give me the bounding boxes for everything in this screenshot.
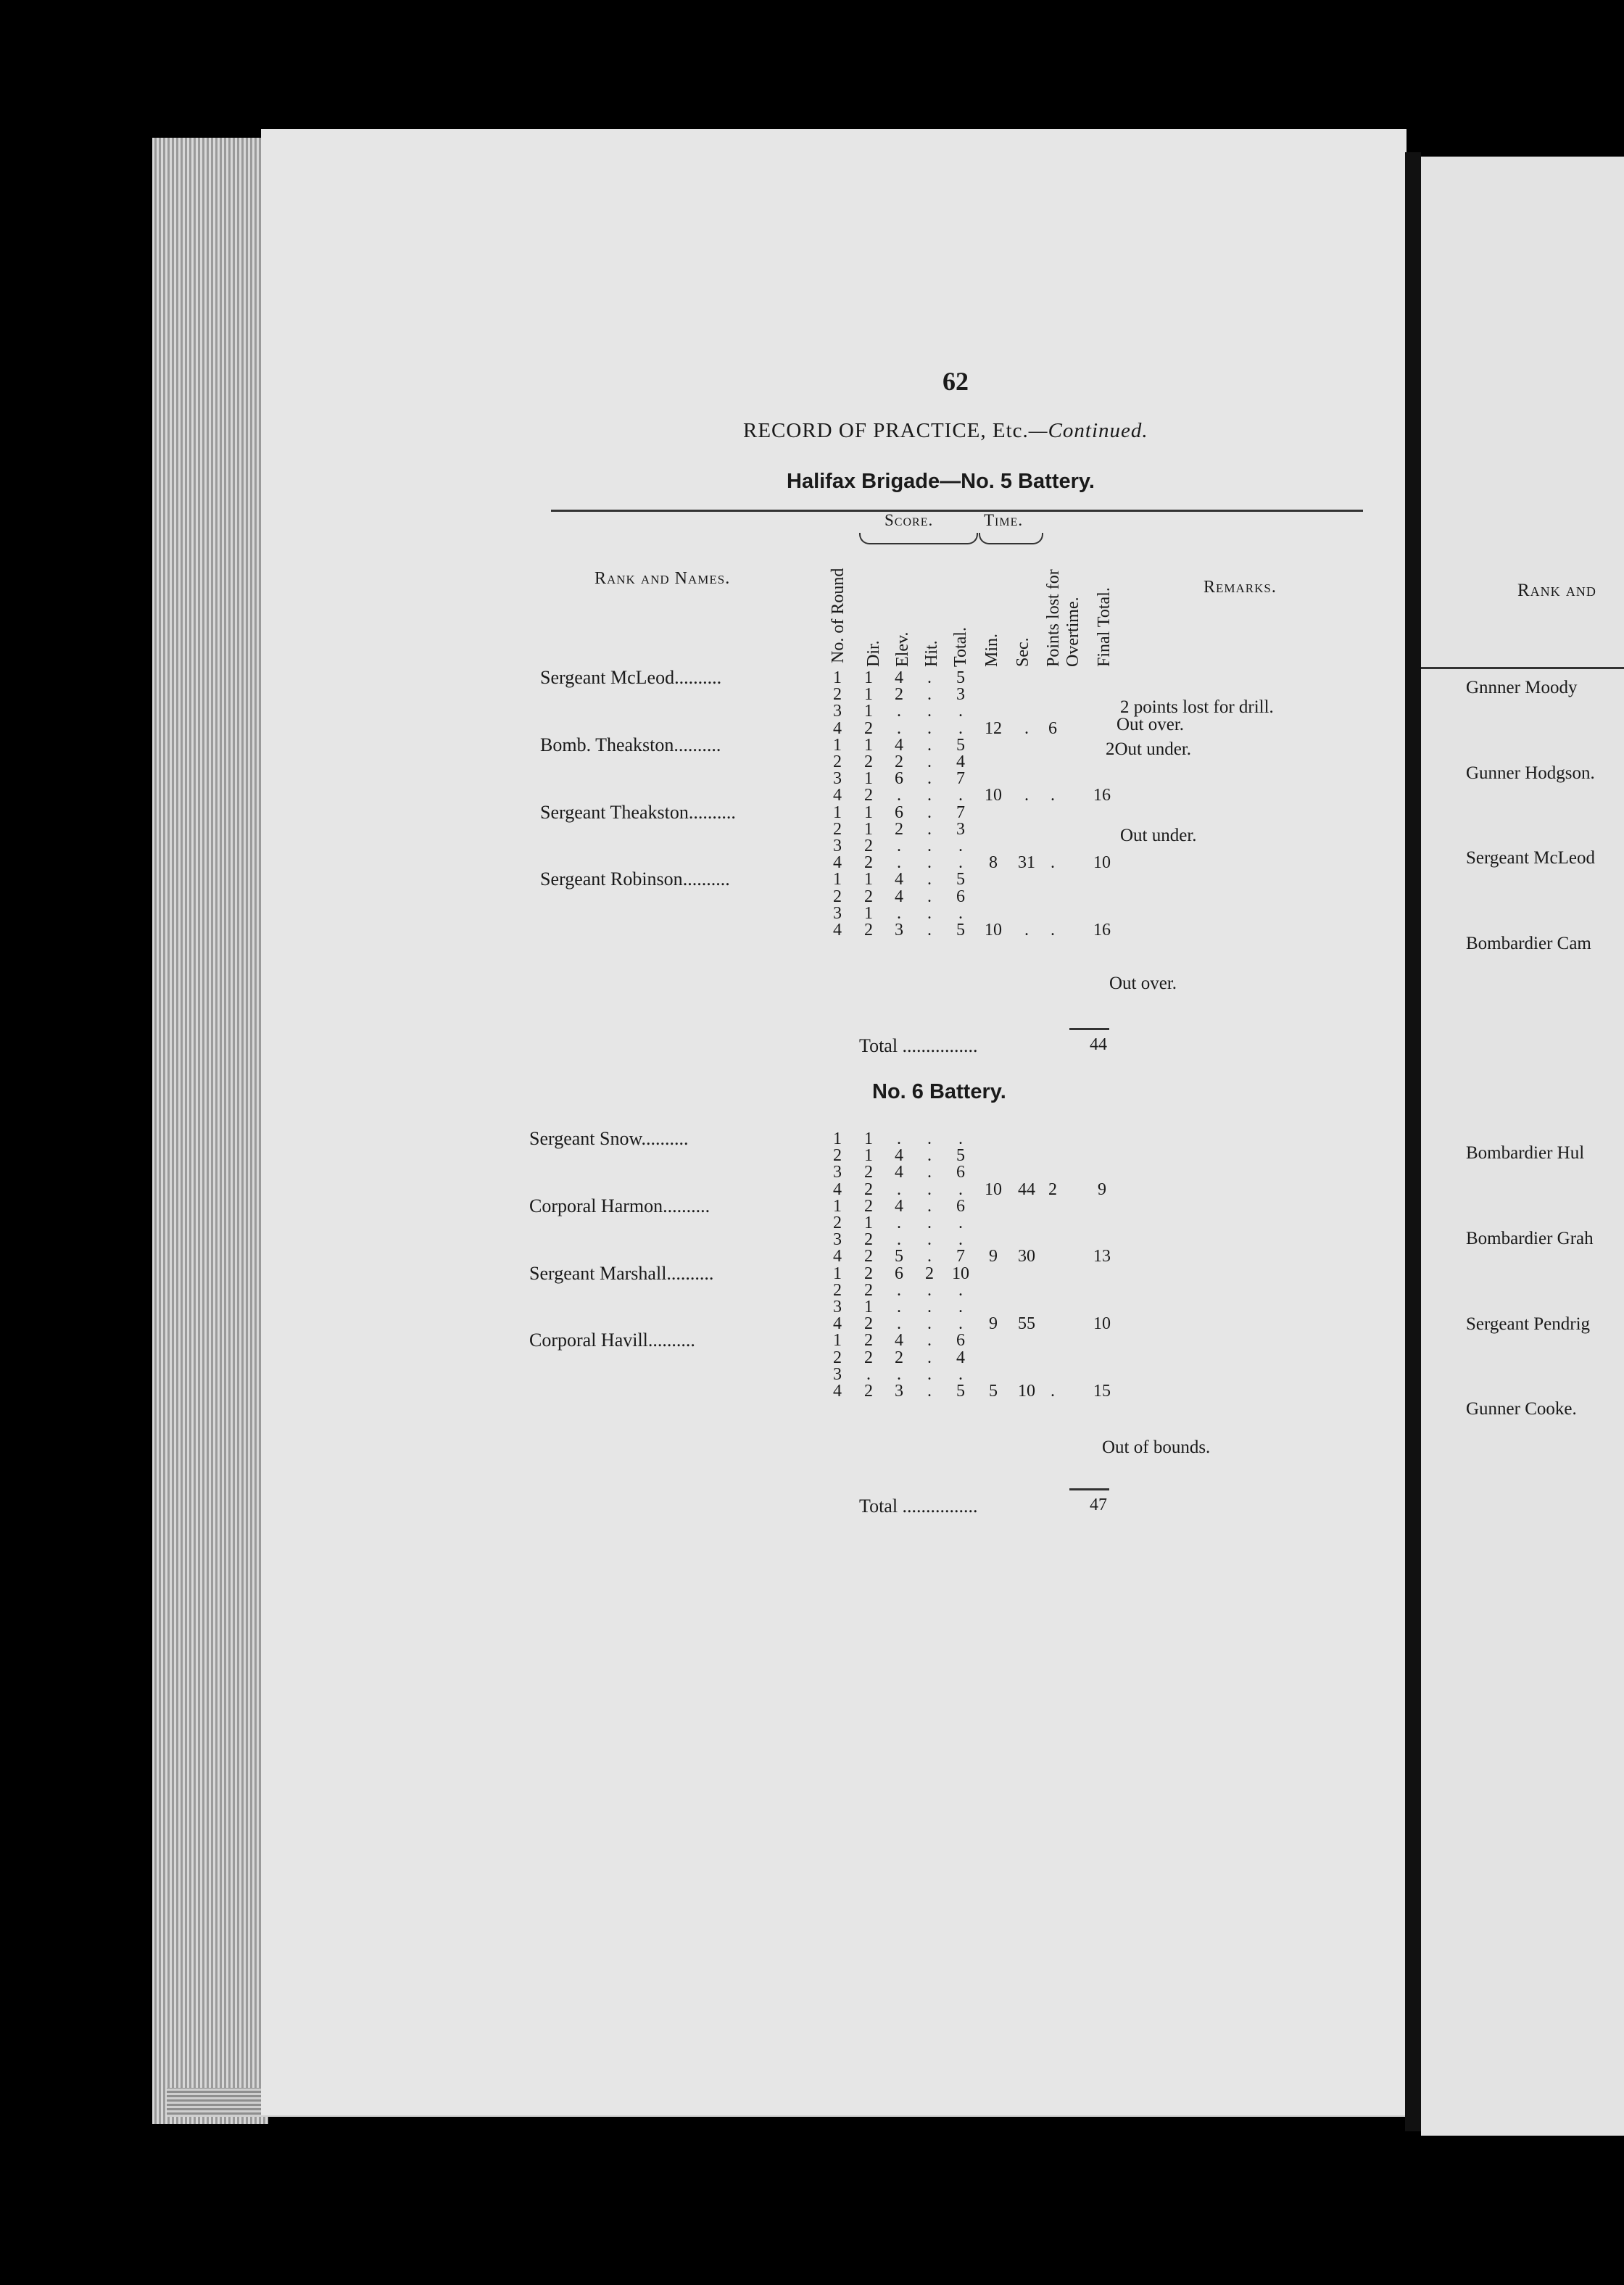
cell-round: 2 [833,819,842,839]
right-page-name: Gunner Cooke. [1466,1399,1577,1419]
cell-overtime: . [1051,786,1055,805]
cell-total: . [958,1129,963,1148]
cell-hit: . [927,870,932,889]
cell-total: 3 [956,819,965,839]
cell-total: 5 [956,1382,965,1401]
cell-hit: 2 [925,1264,934,1283]
cell-sec: 55 [1018,1314,1035,1334]
cell-total: 5 [956,870,965,889]
leader-dots: .......... [674,734,721,755]
cell-dir: 2 [864,752,873,771]
cell-hit: . [927,769,932,789]
leader-dots: .......... [682,868,730,890]
soldier-name-text: Sergeant Theakston [540,801,689,823]
cell-elev: 6 [895,769,903,789]
cell-dir: 2 [864,1196,873,1216]
cell-elev: . [897,853,901,873]
cell-dir: 2 [864,1314,873,1334]
cell-round: 1 [833,1196,842,1216]
cell-min: 9 [989,1247,998,1266]
cell-round: 4 [833,718,842,738]
header-points-lost-1: Points lost for [1044,569,1063,667]
cell-sec: 30 [1018,1247,1035,1266]
cell-final: 10 [1093,1314,1111,1334]
cell-elev: 4 [895,1196,903,1216]
cell-total: 6 [956,1196,965,1216]
soldier-name [529,1195,710,1217]
header-final-total: Final Total. [1095,587,1114,667]
cell-final: 9 [1098,1179,1106,1199]
soldier-name-text: Sergeant Robinson [540,868,683,890]
cell-final: 16 [1093,786,1111,805]
soldier-name-text: Corporal Havill [529,1330,648,1351]
cell-round: 3 [833,769,842,789]
cell-elev: . [897,1230,901,1250]
cell-round: 4 [833,1382,842,1401]
cell-hit: . [927,1230,932,1250]
time-brace [979,533,1043,544]
cell-round: 1 [833,1331,842,1351]
header-dir: Dir. [864,640,883,667]
cell-total: 5 [956,668,965,687]
cell-min: 8 [989,853,998,873]
cell-elev: 4 [895,870,903,889]
cell-dir: 1 [864,803,873,822]
cell-elev: 4 [895,887,903,906]
cell-sec: 10 [1018,1382,1035,1401]
right-page-name: Sergeant McLeod [1466,848,1595,868]
cell-elev: 6 [895,803,903,822]
cell-total: 6 [956,1331,965,1351]
section-title-battery-5: Halifax Brigade—No. 5 Battery. [787,470,1095,493]
cell-total: 7 [956,1247,965,1266]
cell-dir: 1 [864,819,873,839]
cell-dir: 1 [864,1146,873,1166]
cell-hit: . [927,921,932,940]
cell-dir: 2 [864,786,873,805]
cell-elev: 4 [895,735,903,755]
cell-dir: 2 [864,887,873,906]
cell-hit: . [927,685,932,705]
cell-hit: . [927,853,932,873]
cell-round: 4 [833,853,842,873]
cell-total: 6 [956,1163,965,1182]
cell-sec: 31 [1018,853,1035,873]
cell-elev: . [897,1129,901,1148]
leader-dots: .......... [663,1195,710,1216]
right-page-header: Rank and [1517,581,1596,600]
cell-round: 2 [833,685,842,705]
cell-total: . [958,1179,963,1199]
cell-dir: 1 [864,702,873,721]
cell-dir: 1 [864,903,873,923]
page-title [743,419,1148,443]
cell-dir: 2 [864,853,873,873]
soldier-name-text: Sergeant Marshall [529,1262,667,1284]
cell-elev: 4 [895,1331,903,1351]
soldier-name [529,1263,713,1285]
cell-hit: . [927,887,932,906]
cell-elev: 4 [895,1163,903,1182]
right-page-name: Sergeant Pendrig [1466,1314,1591,1334]
cell-dir: 2 [864,1348,873,1367]
cell-elev: 5 [895,1247,903,1266]
header-total: Total. [951,627,970,667]
cell-round: 2 [833,1280,842,1300]
soldier-name-text: Sergeant McLeod [540,667,675,688]
cell-round: 3 [833,903,842,923]
cell-dir: 2 [864,1331,873,1351]
cell-total: 5 [956,1146,965,1166]
cell-hit: . [927,1214,932,1232]
cell-elev: 2 [895,1348,903,1367]
cell-elev: 6 [895,1264,903,1283]
cell-elev: . [897,1214,901,1232]
cell-elev: . [897,786,901,805]
cell-dir: 1 [864,870,873,889]
soldier-name [540,734,721,756]
cell-round: 3 [833,1298,842,1316]
cell-dir: 2 [864,921,873,940]
cell-round: 4 [833,1179,842,1199]
cell-hit: . [927,1314,932,1334]
cell-total: . [958,837,963,855]
cell-hit: . [927,718,932,738]
score-brace [859,533,978,544]
right-page-name: Gunner Hodgson. [1466,763,1595,783]
total-label: Total ................ [859,1035,978,1056]
cell-hit: . [927,903,932,923]
cell-round: 1 [833,735,842,755]
cell-elev: . [897,702,901,721]
cell-min: 5 [989,1382,998,1401]
remark-text: 2 points lost for drill. [1120,697,1274,717]
cell-overtime: 2 [1048,1179,1057,1199]
cell-hit: . [927,819,932,839]
cell-min: 10 [985,1179,1002,1199]
cell-total: 4 [956,1348,965,1367]
cell-elev: . [897,1280,901,1300]
soldier-name-text: Corporal Harmon [529,1195,663,1216]
soldier-name-text: Bomb. Theakston [540,734,674,755]
header-rank-and-names: Rank and Names. [594,569,731,588]
remark-text: Out of bounds. [1102,1438,1211,1457]
cell-round: 3 [833,837,842,855]
cell-final: 13 [1093,1247,1111,1266]
cell-elev: . [897,718,901,738]
total-rule [1069,1488,1109,1490]
soldier-name [529,1128,689,1150]
cell-total: 10 [952,1264,969,1283]
cell-elev: 2 [895,819,903,839]
soldier-name [529,1330,695,1351]
cell-dir: 1 [864,735,873,755]
soldier-name [540,667,721,689]
cell-total: 4 [956,752,965,771]
cell-hit: . [927,1348,932,1367]
cell-total: 7 [956,803,965,822]
leader-dots: .......... [647,1330,695,1351]
cell-hit: . [927,786,932,805]
book-gutter [1405,152,1421,2131]
cell-dir: 2 [864,1230,873,1250]
cell-elev: 2 [895,752,903,771]
cell-hit: . [927,735,932,755]
header-points-lost-2: Overtime. [1064,597,1082,667]
cell-elev: 4 [895,1146,903,1166]
cell-total: . [958,786,963,805]
cell-total: . [958,853,963,873]
cell-round: 1 [833,870,842,889]
cell-overtime: . [1051,921,1055,940]
total-value: 44 [1090,1035,1107,1054]
cell-elev: . [897,837,901,855]
cell-min: 9 [989,1314,998,1334]
cell-hit: . [927,1382,932,1401]
cell-total: 3 [956,685,965,705]
cell-hit: . [927,1129,932,1148]
title-text: RECORD OF PRACTICE, Etc. [743,419,1029,442]
cell-elev: . [897,1314,901,1334]
cell-hit: . [927,1331,932,1351]
cell-elev: 3 [895,921,903,940]
cell-hit: . [927,752,932,771]
cell-sec: 44 [1018,1179,1035,1199]
cell-sec: . [1024,786,1029,805]
header-min: Min. [982,633,1001,667]
soldier-name [540,868,730,890]
cell-hit: . [927,1196,932,1216]
cell-total: . [958,718,963,738]
cell-sec: . [1024,921,1029,940]
cell-hit: . [927,668,932,687]
cell-dir: 1 [864,668,873,687]
cell-total: . [958,1314,963,1334]
cell-dir: 2 [864,1163,873,1182]
cell-dir: 2 [864,1247,873,1266]
cell-round: 1 [833,668,842,687]
total-value: 47 [1090,1496,1107,1514]
right-page-name: Bombardier Cam [1466,934,1591,953]
cell-round: 2 [833,1348,842,1367]
cell-total: . [958,1364,963,1384]
cell-dir: 2 [864,1264,873,1283]
cell-round: 1 [833,1129,842,1148]
cell-dir: 1 [864,685,873,705]
cell-final: 15 [1093,1382,1111,1401]
cell-total: 5 [956,921,965,940]
cell-round: 1 [833,1264,842,1283]
cell-elev: 3 [895,1382,903,1401]
cell-round: 3 [833,1230,842,1250]
remark-text: Out over. [1116,715,1185,734]
header-rule [551,510,1363,512]
cell-final: 10 [1093,853,1111,873]
remark-text: Out under. [1120,826,1197,845]
soldier-name [540,802,736,824]
cell-overtime: . [1051,853,1055,873]
cell-round: 2 [833,1214,842,1232]
cell-total: . [958,1280,963,1300]
cell-dir: 2 [864,718,873,738]
cell-round: 4 [833,1314,842,1334]
total-label: Total ................ [859,1496,978,1517]
right-page-rule [1421,667,1624,669]
cell-elev: 2 [895,685,903,705]
title-continued: —Continued. [1028,419,1148,442]
header-time: Time. [984,511,1024,529]
cell-min: 10 [985,786,1002,805]
cell-min: 12 [985,718,1002,738]
right-page [1421,157,1624,2136]
cell-round: 3 [833,702,842,721]
cell-total: 7 [956,769,965,789]
cell-round: 3 [833,1163,842,1182]
cell-hit: . [927,803,932,822]
cell-round: 4 [833,786,842,805]
cell-hit: . [927,1146,932,1166]
cell-elev: . [897,1364,901,1384]
cell-min: 10 [985,921,1002,940]
section-title-battery-6: No. 6 Battery. [872,1080,1006,1103]
cell-total: . [958,1298,963,1316]
header-sec: Sec. [1014,637,1032,667]
leader-dots: .......... [688,801,736,823]
page-number: 62 [942,367,969,396]
cell-hit: . [927,837,932,855]
cell-hit: . [927,1364,932,1384]
remark-text: 2Out under. [1106,739,1192,759]
right-page-name: Gnnner Moody [1466,678,1578,697]
cell-total: . [958,1230,963,1250]
cell-round: 4 [833,1247,842,1266]
header-elev: Elev. [893,631,912,667]
total-rule [1069,1028,1109,1030]
cell-total: . [958,702,963,721]
cell-hit: . [927,1179,932,1199]
cell-round: 2 [833,1146,842,1166]
cell-hit: . [927,1163,932,1182]
cell-hit: . [927,1298,932,1316]
cell-round: 3 [833,1364,842,1384]
cell-dir: 1 [864,1214,873,1232]
leader-dots: .......... [674,667,722,688]
header-hit: Hit. [922,640,941,667]
cell-elev: . [897,1298,901,1316]
cell-round: 1 [833,803,842,822]
cell-dir: 1 [864,769,873,789]
leader-dots: .......... [641,1128,689,1149]
cell-total: 6 [956,887,965,906]
cell-round: 2 [833,887,842,906]
cell-elev: 4 [895,668,903,687]
cell-elev: . [897,1179,901,1199]
cell-dir: 1 [864,1129,873,1148]
leader-dots: .......... [666,1262,714,1284]
page-edges [152,138,268,2124]
right-page-name: Bombardier Hul [1466,1143,1585,1163]
cell-dir: 2 [864,1382,873,1401]
cell-elev: . [897,903,901,923]
cell-overtime: . [1051,1382,1055,1401]
right-page-name: Bombardier Grah [1466,1229,1594,1248]
header-no-of-round: No. of Round [829,568,848,663]
cell-dir: . [866,1364,871,1384]
cell-hit: . [927,1280,932,1300]
cell-round: 2 [833,752,842,771]
cell-total: . [958,903,963,923]
cell-dir: 2 [864,837,873,855]
header-remarks: Remarks. [1204,578,1277,597]
cell-round: 4 [833,921,842,940]
cell-hit: . [927,1247,932,1266]
remark-text: Out over. [1109,974,1177,993]
cell-overtime: 6 [1048,718,1057,738]
cell-hit: . [927,702,932,721]
cell-dir: 2 [864,1179,873,1199]
soldier-name-text: Sergeant Snow [529,1128,642,1149]
cell-dir: 1 [864,1298,873,1316]
cell-dir: 2 [864,1280,873,1300]
cell-total: . [958,1214,963,1232]
cell-total: 5 [956,735,965,755]
header-score: Score. [884,511,934,529]
cell-sec: . [1024,718,1029,738]
cell-final: 16 [1093,921,1111,940]
